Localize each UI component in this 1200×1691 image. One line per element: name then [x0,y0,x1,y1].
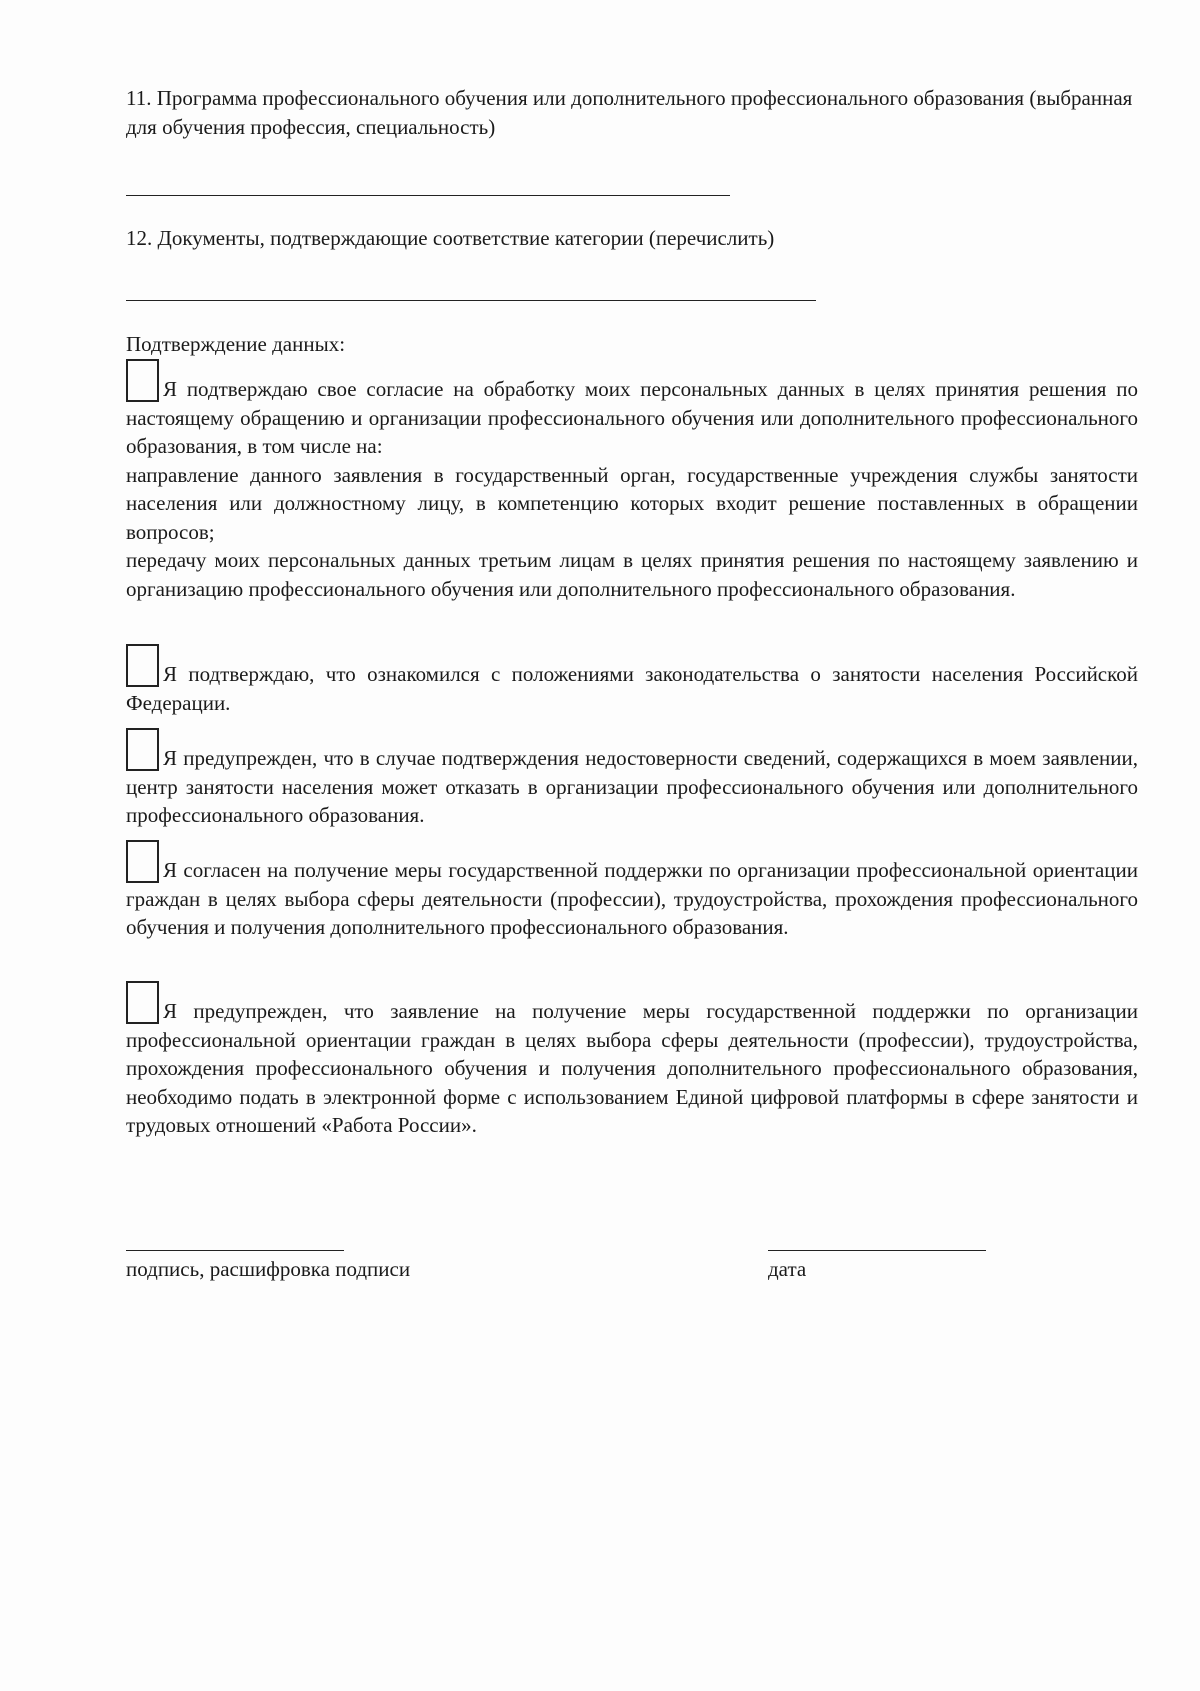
consent-checkbox-4[interactable] [126,840,159,883]
consent-2-text: Я подтверждаю, что ознакомился с положениями законодательства о занятости населения Российской Федерации. [126,662,1138,715]
consent-3-text: Я предупрежден, что в случае подтверждения недостоверности сведений, содержащихся в моем заявлении, центр занятости населения может отказать в организации профессионального обучения или дополнительного профессионального образования. [126,746,1138,827]
consent-block-5 [126,997,1138,1140]
consent-1-sub-1: направление данного заявления в государственный орган, государственные учреждения службы занятости населения или должностному лицу, в компетенцию которых входит решение поставленных в обращении вопросов; [126,462,1138,544]
consent-1-intro: Я подтверждаю свое согласие на обработку моих персональных данных в целях принятия решения по настоящему обращению и организации профессионального обучения или дополнительного профессионального образования, в том числе на: [126,377,1138,458]
signature-label: подпись, расшифровка подписи [126,1257,411,1281]
item-11-answer-line[interactable] [126,195,730,196]
consent-checkbox-5[interactable] [126,981,159,1024]
date-line[interactable] [768,1250,986,1251]
confirmation-heading: Подтверждение данных: [126,332,346,356]
consent-block-4 [126,856,1138,942]
consent-1-sub-2: передачу моих персональных данных третьим лицам в целях принятия решения по настоящему заявлению и организацию профессионального обучения или дополнительного профессионального образования. [126,548,1138,601]
item-12-answer-line[interactable] [126,300,816,301]
date-label: дата [768,1257,807,1281]
consent-5-text: Я предупрежден, что заявление на получение меры государственной поддержки по организации профессиональной ориентации граждан в целях выбора сферы деятельности (профессии), трудоустройства, прохождения профессионального обучения и получения дополнительного профессионального образования, необходимо подать в электронной форме с использованием Единой цифровой платформы в сфере занятости и трудовых отношений «Работа России». [126,999,1138,1137]
consent-block-1 [126,375,1138,603]
signature-line[interactable] [126,1250,344,1251]
consent-checkbox-2[interactable] [126,644,159,687]
consent-block-3 [126,744,1138,830]
consent-4-text: Я согласен на получение меры государственной поддержки по организации профессиональной ориентации граждан в целях выбора сферы деятельности (профессии), трудоустройства, прохождения профессионального обучения и получения дополнительного профессионального образования. [126,858,1138,939]
consent-checkbox-1[interactable] [126,359,159,402]
consent-checkbox-3[interactable] [126,728,159,771]
consent-block-2 [126,660,1138,717]
item-11-text: 11. Программа профессионального обучения или дополнительного профессионального образования (выбранная для обучения профессия, специальность) [126,86,1133,139]
item-12-text: 12. Документы, подтверждающие соответствие категории (перечислить) [126,226,775,250]
